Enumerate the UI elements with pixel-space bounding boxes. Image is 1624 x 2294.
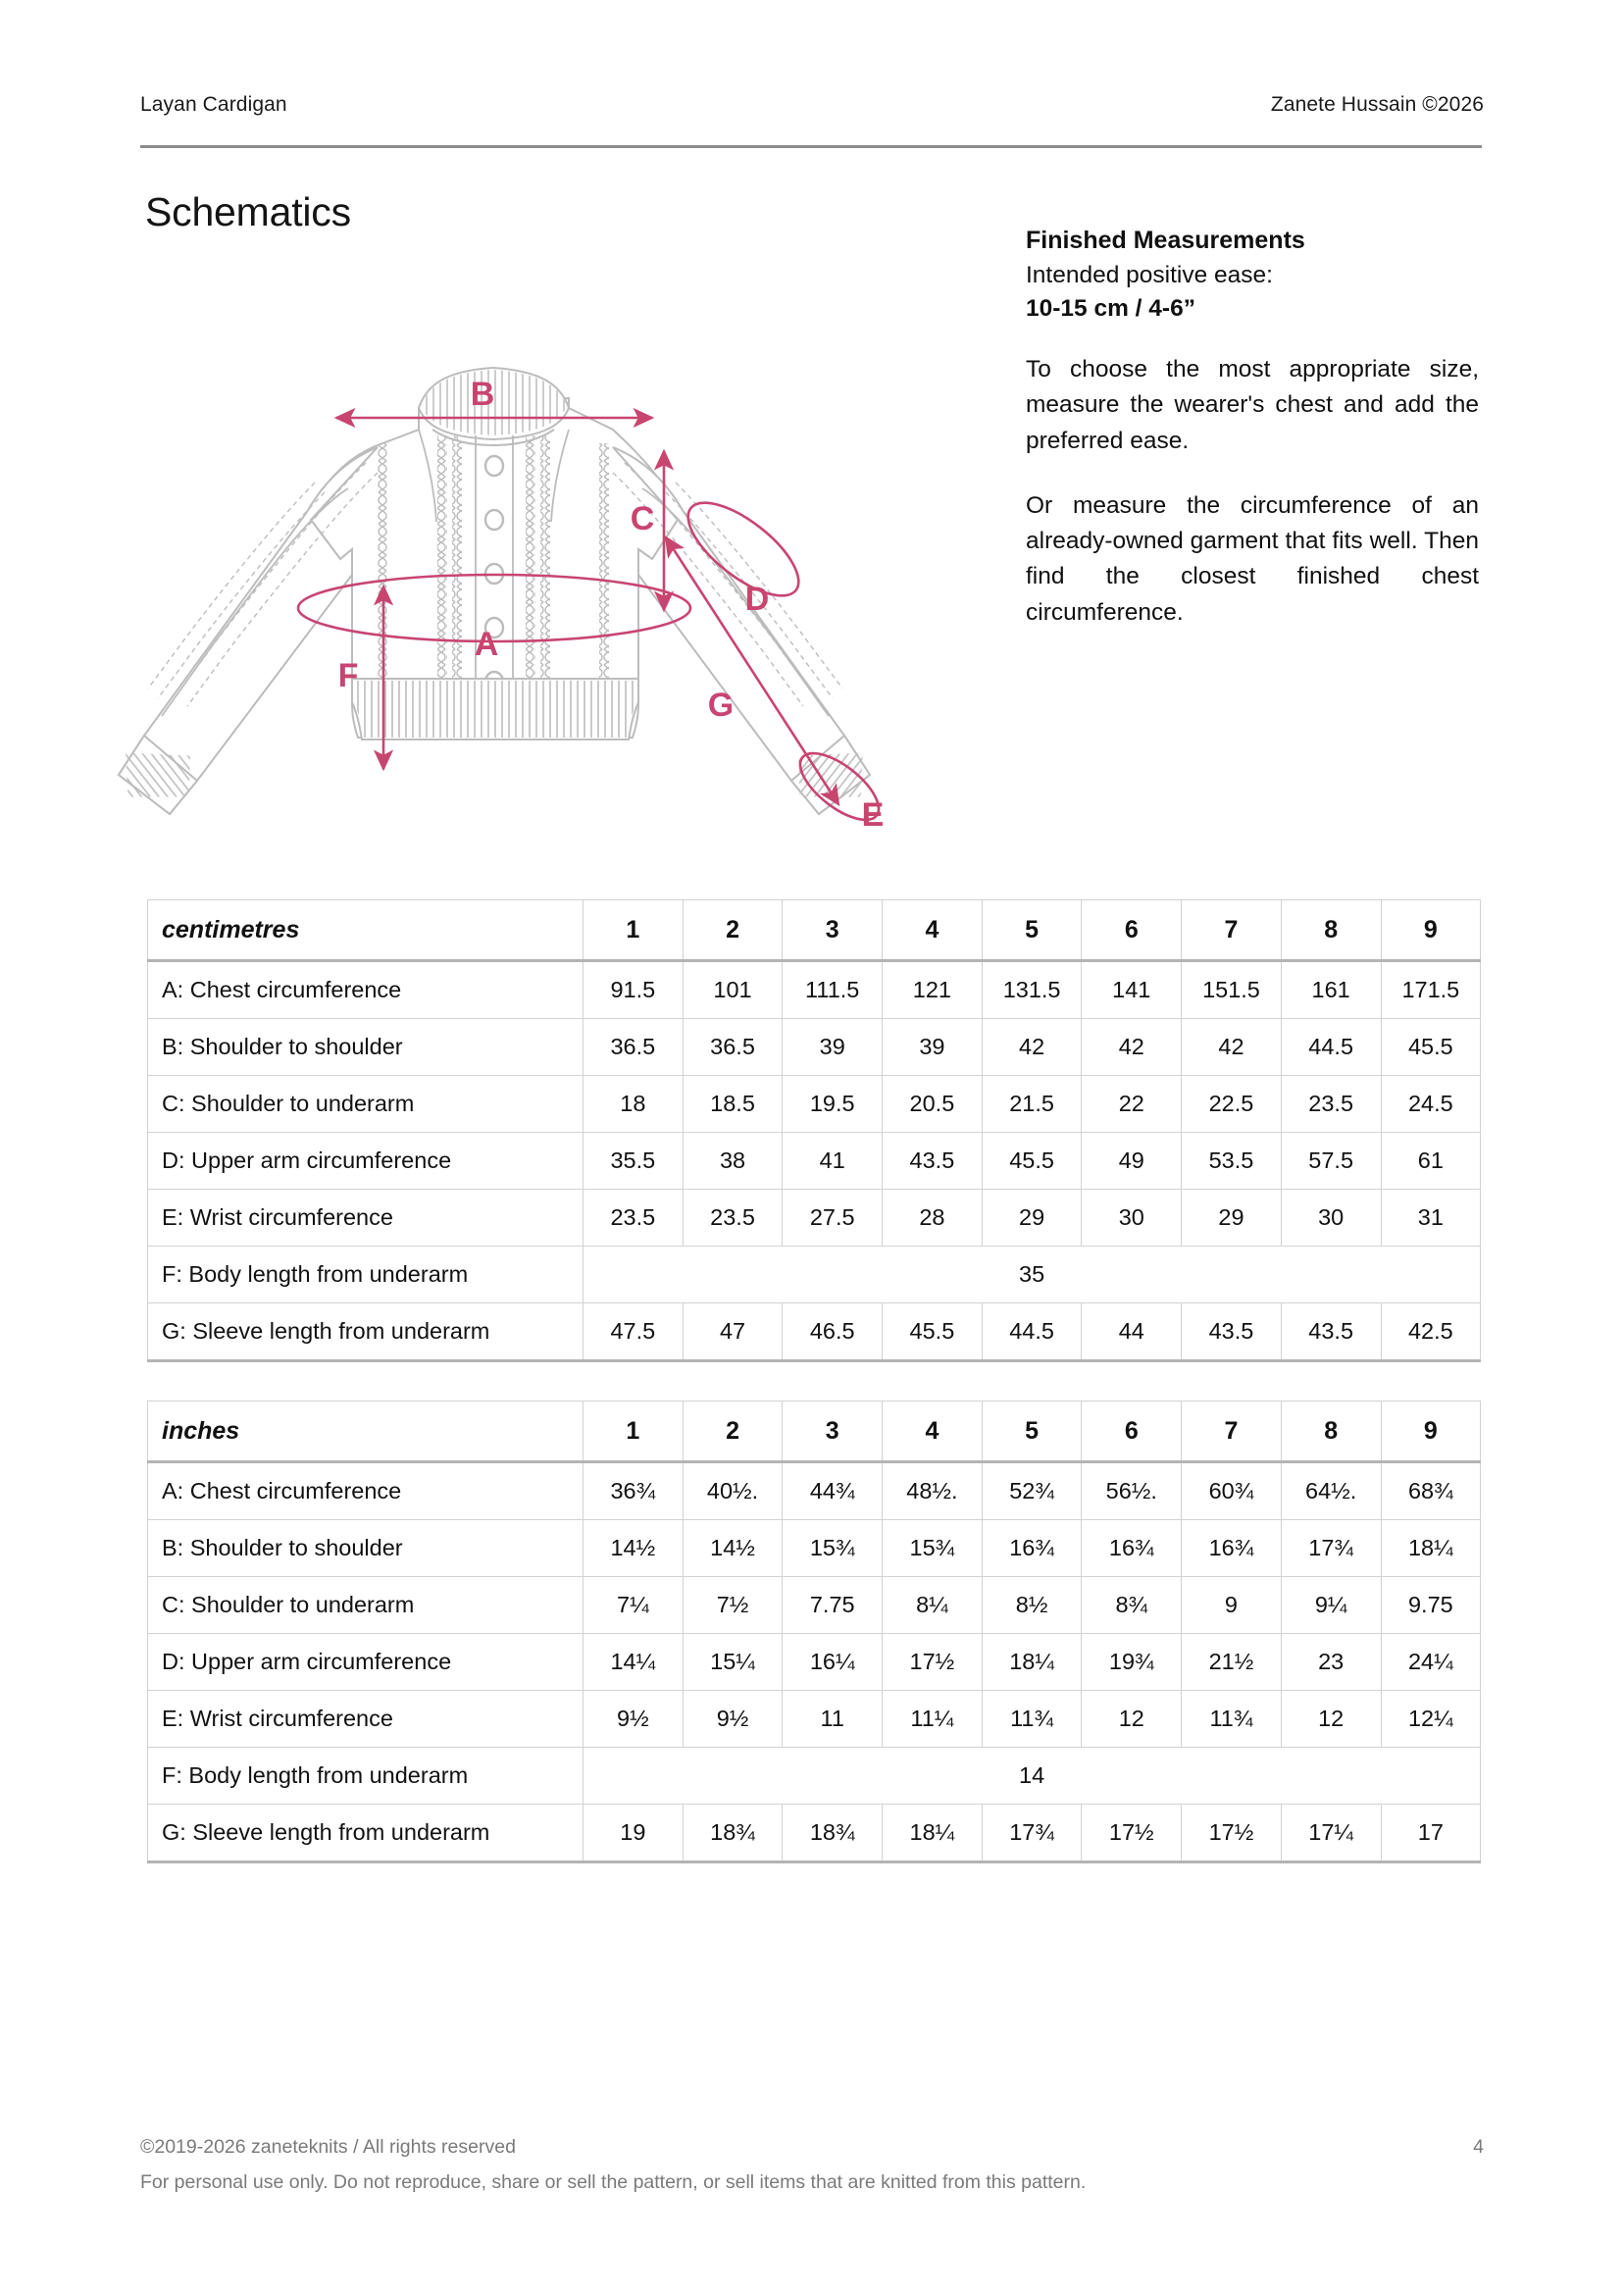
cell: 7¼ — [584, 1577, 684, 1634]
cell: 23.5 — [584, 1190, 684, 1247]
size-choice-paragraph: To choose the most appropriate size, measure the wearer's chest and add the preferred ease. — [1026, 356, 1479, 454]
schematic-label-g: G — [707, 687, 735, 724]
header-divider — [140, 145, 1482, 148]
cell: 57.5 — [1281, 1133, 1381, 1190]
cell: 141 — [1082, 961, 1182, 1019]
cell: 14¼ — [584, 1634, 684, 1691]
cell: 7½ — [683, 1577, 783, 1634]
row-label: A: Chest circumference — [148, 1462, 584, 1520]
row-label: G: Sleeve length from underarm — [148, 1805, 584, 1862]
cell: 38 — [683, 1133, 783, 1190]
table-header-row — [148, 1402, 1481, 1462]
cell: 9½ — [683, 1691, 783, 1748]
cell: 36.5 — [584, 1019, 684, 1076]
cell: 15¾ — [883, 1520, 983, 1577]
cell: 16¾ — [1082, 1520, 1182, 1577]
table-row — [148, 1634, 1481, 1691]
cell: 30 — [1281, 1190, 1381, 1247]
cell: 42.5 — [1381, 1303, 1481, 1361]
size-header-7: 7 — [1182, 1402, 1282, 1462]
pattern-name: Layan Cardigan — [140, 93, 287, 116]
finished-measurements-title: Finished Measurements — [1026, 227, 1305, 254]
size-header-3: 3 — [783, 1402, 883, 1462]
cell: 18¾ — [783, 1805, 883, 1862]
cell: 45.5 — [982, 1133, 1082, 1190]
cell: 16¼ — [783, 1634, 883, 1691]
cell: 45.5 — [1381, 1019, 1481, 1076]
row-label: D: Upper arm circumference — [148, 1133, 584, 1190]
cell: 17 — [1381, 1805, 1481, 1862]
cell-span: 35 — [584, 1247, 1481, 1303]
cell: 43.5 — [1281, 1303, 1381, 1361]
row-label: F: Body length from underarm — [148, 1748, 584, 1805]
table-row — [148, 1247, 1481, 1303]
cell: 17½ — [883, 1634, 983, 1691]
size-header-2: 2 — [683, 900, 783, 961]
row-label: C: Shoulder to underarm — [148, 1076, 584, 1133]
size-header-2: 2 — [683, 1402, 783, 1462]
cell: 7.75 — [783, 1577, 883, 1634]
row-label: G: Sleeve length from underarm — [148, 1303, 584, 1361]
cell: 44 — [1082, 1303, 1182, 1361]
cell: 17¾ — [982, 1805, 1082, 1862]
cell: 17¼ — [1281, 1805, 1381, 1862]
cell: 43.5 — [1182, 1303, 1282, 1361]
footer-usage-terms: For personal use only. Do not reproduce, share or sell the pattern, or sell items that are knitted from this pattern. — [140, 2171, 1087, 2194]
cell: 23.5 — [1281, 1076, 1381, 1133]
cell: 19 — [584, 1805, 684, 1862]
footer-copyright: ©2019-2026 zaneteknits / All rights reserved — [140, 2136, 516, 2158]
size-header-9: 9 — [1381, 900, 1481, 961]
size-header-6: 6 — [1082, 1402, 1182, 1462]
table-row — [148, 1748, 1481, 1805]
cell: 52¾ — [982, 1462, 1082, 1520]
cell: 42 — [1082, 1019, 1182, 1076]
cell: 28 — [883, 1190, 983, 1247]
cell: 42 — [982, 1019, 1082, 1076]
intended-ease-value: 10-15 cm / 4-6” — [1026, 295, 1195, 323]
size-header-6: 6 — [1082, 900, 1182, 961]
finished-measurements-panel — [1026, 224, 1479, 631]
cell: 15¼ — [683, 1634, 783, 1691]
cell: 151.5 — [1182, 961, 1282, 1019]
cell: 19¾ — [1082, 1634, 1182, 1691]
cell: 171.5 — [1381, 961, 1481, 1019]
table-row — [148, 1577, 1481, 1634]
cell: 9¼ — [1281, 1577, 1381, 1634]
cell: 27.5 — [783, 1190, 883, 1247]
size-header-5: 5 — [982, 900, 1082, 961]
schematic-label-e: E — [861, 796, 885, 834]
cell: 17½ — [1182, 1805, 1282, 1862]
cell: 45.5 — [883, 1303, 983, 1361]
cell: 39 — [883, 1019, 983, 1076]
size-header-8: 8 — [1281, 900, 1381, 961]
measurements-table-inches — [147, 1401, 1481, 1863]
page-number: 4 — [1473, 2136, 1484, 2158]
cell: 29 — [982, 1190, 1082, 1247]
page-footer — [140, 2130, 1484, 2199]
cell: 47.5 — [584, 1303, 684, 1361]
unit-header-cm: centimetres — [148, 900, 584, 961]
size-header-7: 7 — [1182, 900, 1282, 961]
row-label: C: Shoulder to underarm — [148, 1577, 584, 1634]
cell: 18¼ — [1381, 1520, 1481, 1577]
cell: 12¼ — [1381, 1691, 1481, 1748]
cell: 9½ — [584, 1691, 684, 1748]
row-label: B: Shoulder to shoulder — [148, 1520, 584, 1577]
size-header-5: 5 — [982, 1402, 1082, 1462]
size-header-9: 9 — [1381, 1402, 1481, 1462]
cell: 23.5 — [683, 1190, 783, 1247]
cell: 9 — [1182, 1577, 1282, 1634]
cell: 131.5 — [982, 961, 1082, 1019]
cell: 121 — [883, 961, 983, 1019]
cell: 8¼ — [883, 1577, 983, 1634]
schematic-label-a: A — [474, 626, 499, 663]
cell: 42 — [1182, 1019, 1282, 1076]
cell: 18¾ — [683, 1805, 783, 1862]
page-title: Schematics — [145, 189, 351, 235]
cell: 39 — [783, 1019, 883, 1076]
cell: 12 — [1281, 1691, 1381, 1748]
cell: 12 — [1082, 1691, 1182, 1748]
cell: 22 — [1082, 1076, 1182, 1133]
cell: 91.5 — [584, 961, 684, 1019]
size-header-4: 4 — [883, 1402, 983, 1462]
cell: 14½ — [683, 1520, 783, 1577]
cell: 9.75 — [1381, 1577, 1481, 1634]
row-label: E: Wrist circumference — [148, 1691, 584, 1748]
cell: 48½. — [883, 1462, 983, 1520]
cell: 161 — [1281, 961, 1381, 1019]
size-header-1: 1 — [584, 1402, 684, 1462]
cell: 60¾ — [1182, 1462, 1282, 1520]
cell: 19.5 — [783, 1076, 883, 1133]
cell: 40½. — [683, 1462, 783, 1520]
schematic-label-f: F — [337, 657, 359, 694]
cell: 18.5 — [683, 1076, 783, 1133]
table-row — [148, 1190, 1481, 1247]
cell: 17¾ — [1281, 1520, 1381, 1577]
cell: 16¾ — [982, 1520, 1082, 1577]
cell: 22.5 — [1182, 1076, 1282, 1133]
schematic-label-c: C — [630, 500, 655, 537]
size-header-3: 3 — [783, 900, 883, 961]
row-label: B: Shoulder to shoulder — [148, 1019, 584, 1076]
size-header-4: 4 — [883, 900, 983, 961]
table-row — [148, 1520, 1481, 1577]
table-row — [148, 1303, 1481, 1361]
schematic-label-b: B — [470, 376, 495, 413]
table-row — [148, 1462, 1481, 1520]
running-head — [140, 93, 1484, 117]
table-row — [148, 961, 1481, 1019]
cell: 11 — [783, 1691, 883, 1748]
cell: 36.5 — [683, 1019, 783, 1076]
row-label: D: Upper arm circumference — [148, 1634, 584, 1691]
measure-garment-paragraph: Or measure the circumference of an already-owned garment that fits well. Then find the closest finished chest circumference. — [1026, 491, 1479, 626]
cell: 61 — [1381, 1133, 1481, 1190]
cell: 68¾ — [1381, 1462, 1481, 1520]
table-header-row — [148, 900, 1481, 961]
table-row — [148, 1133, 1481, 1190]
table-row — [148, 1805, 1481, 1862]
row-label: F: Body length from underarm — [148, 1247, 584, 1303]
cell: 23 — [1281, 1634, 1381, 1691]
table-row — [148, 1019, 1481, 1076]
cell: 21.5 — [982, 1076, 1082, 1133]
cell: 101 — [683, 961, 783, 1019]
cell: 21½ — [1182, 1634, 1282, 1691]
cell-span: 14 — [584, 1748, 1481, 1805]
cell: 64½. — [1281, 1462, 1381, 1520]
cell: 18¼ — [982, 1634, 1082, 1691]
cell: 31 — [1381, 1190, 1481, 1247]
cell: 44.5 — [982, 1303, 1082, 1361]
cell: 24¼ — [1381, 1634, 1481, 1691]
cell: 16¾ — [1182, 1520, 1282, 1577]
cell: 11¼ — [883, 1691, 983, 1748]
cell: 46.5 — [783, 1303, 883, 1361]
cell: 11¾ — [982, 1691, 1082, 1748]
cell: 43.5 — [883, 1133, 983, 1190]
cell: 47 — [683, 1303, 783, 1361]
cell: 18 — [584, 1076, 684, 1133]
unit-header-inches: inches — [148, 1402, 584, 1462]
cell: 56½. — [1082, 1462, 1182, 1520]
cell: 49 — [1082, 1133, 1182, 1190]
cell: 20.5 — [883, 1076, 983, 1133]
schematic-label-d: D — [744, 581, 770, 618]
cell: 44.5 — [1281, 1019, 1381, 1076]
intended-ease-label: Intended positive ease: — [1026, 261, 1273, 288]
size-header-8: 8 — [1281, 1402, 1381, 1462]
cell: 36¾ — [584, 1462, 684, 1520]
cell: 15¾ — [783, 1520, 883, 1577]
row-label: A: Chest circumference — [148, 961, 584, 1019]
cell: 29 — [1182, 1190, 1282, 1247]
measurements-table-centimetres — [147, 899, 1481, 1362]
cell: 8¾ — [1082, 1577, 1182, 1634]
cardigan-schematic-diagram — [54, 226, 995, 853]
size-header-1: 1 — [584, 900, 684, 961]
designer-copyright: Zanete Hussain ©2026 — [1270, 93, 1484, 116]
row-label: E: Wrist circumference — [148, 1190, 584, 1247]
cell: 11¾ — [1182, 1691, 1282, 1748]
cell: 35.5 — [584, 1133, 684, 1190]
table-row — [148, 1691, 1481, 1748]
cell: 18¼ — [883, 1805, 983, 1862]
cell: 111.5 — [783, 961, 883, 1019]
cell: 44¾ — [783, 1462, 883, 1520]
cell: 14½ — [584, 1520, 684, 1577]
cell: 53.5 — [1182, 1133, 1282, 1190]
cell: 17½ — [1082, 1805, 1182, 1862]
cell: 30 — [1082, 1190, 1182, 1247]
cell: 8½ — [982, 1577, 1082, 1634]
cell: 24.5 — [1381, 1076, 1481, 1133]
table-row — [148, 1076, 1481, 1133]
cell: 41 — [783, 1133, 883, 1190]
